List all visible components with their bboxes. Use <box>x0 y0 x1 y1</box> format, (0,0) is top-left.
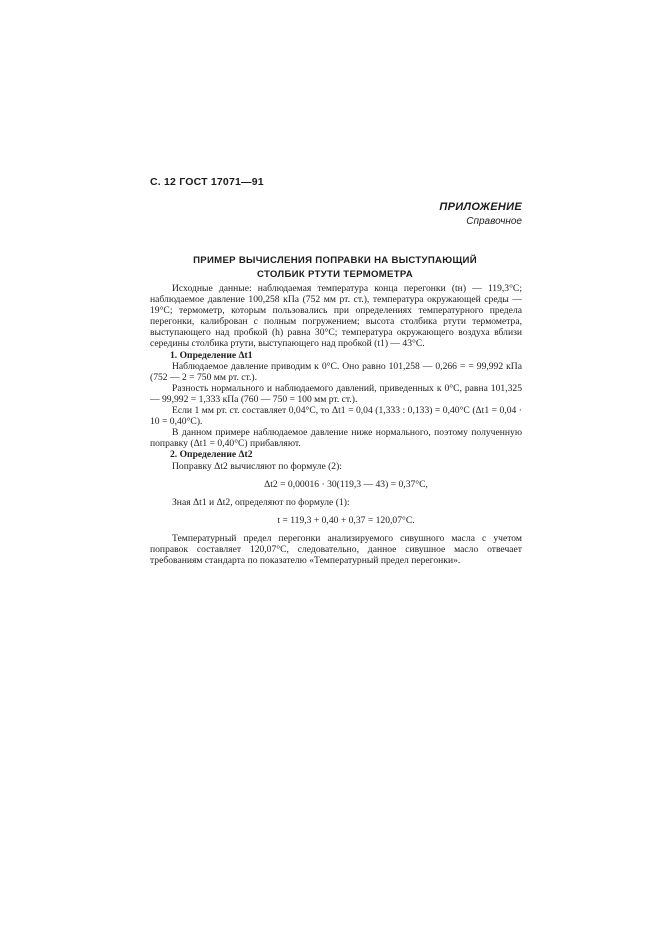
page-header: С. 12 ГОСТ 17071—91 <box>150 176 264 188</box>
appendix-title: ПРИЛОЖЕНИЕ <box>439 201 522 213</box>
section-heading-2: 2. Определение Δt2 <box>170 449 253 461</box>
document-title <box>150 254 520 282</box>
title-line-1: ПРИМЕР ВЫЧИСЛЕНИЯ ПОПРАВКИ НА ВЫСТУПАЮЩИЙ <box>193 255 477 266</box>
appendix-label <box>439 201 522 227</box>
document-body <box>150 283 522 566</box>
section-heading-1: 1. Определение Δt1 <box>170 349 253 361</box>
title-line-2: СТОЛБИК РТУТИ ТЕРМОМЕТРА <box>256 269 414 280</box>
appendix-subtitle: Справочное <box>466 216 522 227</box>
paragraph-delta-t1: Если 1 мм рт. ст. составляет 0,04°С, то Δt1 = 0,04 (1,333 : 0,133) = 0,40°С (Δt1 = 0,04 · 10 = 0,40°С). <box>150 405 522 428</box>
paragraph-initial-data: Исходные данные: наблюдаемая температура конца перегонки (tн) — 119,3°С; наблюдаемое давление 100,258 кПа (752 мм рт. ст.), температура окружающей среды — 19°С; термометр, которым пользовались при определениях температурного предела перегонки, калиброван с полным погружением; высота столбика ртути термометра, выступающего над пробкой (h) равна 30°С; температура окружающего воздуха вблизи середины столбика ртути, выступающего над пробкой (t1) — 43°С. <box>150 283 522 350</box>
paragraph-conclusion: Температурный предел перегонки анализируемого сивушного масла с учетом поправок составляет 120,07°С, следовательно, данное сивушное масло отвечает требованиям стандарта по показателю «Температурный предел перегонки». <box>150 532 522 567</box>
formula-result: t = 119,3 + 0,40 + 0,37 = 120,07°С. <box>277 514 415 526</box>
paragraph-formula-1-intro: Зная Δt1 и Δt2, определяют по формуле (1): <box>172 496 350 508</box>
formula-delta-t2: Δt2 = 0,00016 · 30(119,3 — 43) = 0,37°С, <box>264 478 428 490</box>
paragraph-pressure: Наблюдаемое давление приводим к 0°С. Оно равно 101,258 — 0,266 = = 99,992 кПа (752 — 2 = 750 мм рт. ст.). <box>150 360 522 383</box>
paragraph-correction-note: В данном примере наблюдаемое давление ниже нормального, поэтому полученную поправку (Δt1 = 0,40°С) прибавляют. <box>150 427 522 450</box>
paragraph-delta-t2-intro: Поправку Δt2 вычисляют по формуле (2): <box>172 460 342 472</box>
paragraph-pressure-difference: Разность нормального и наблюдаемого давлений, приведенных к 0°С, равна 101,325 — 99,992 = 1,333 кПа (760 — 750 = 100 мм рт. ст.). <box>150 382 522 405</box>
